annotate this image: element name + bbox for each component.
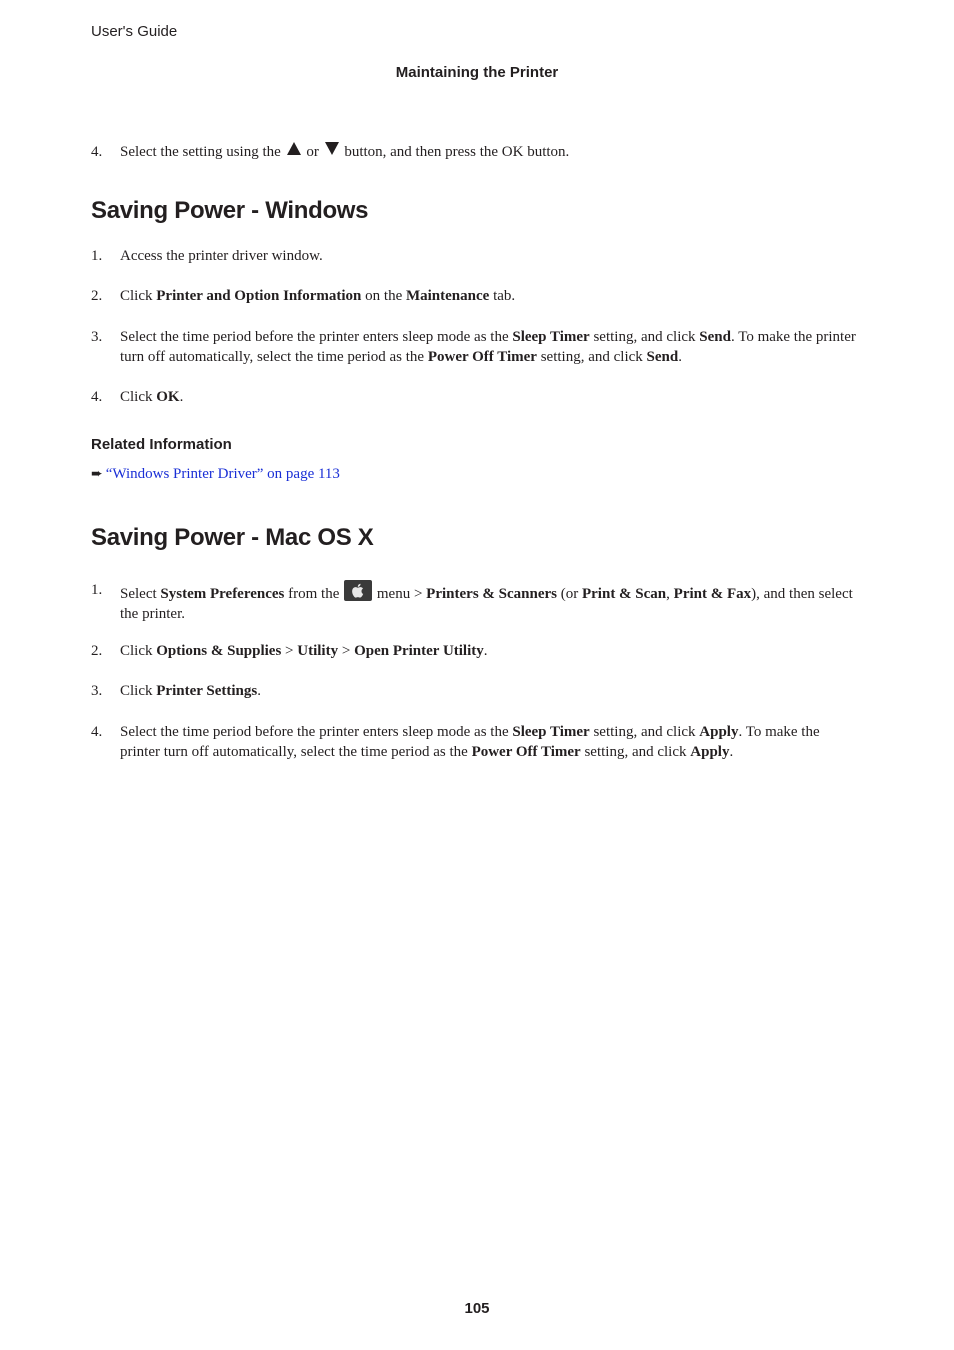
step-number: 2.	[91, 643, 103, 659]
list-item	[91, 327, 861, 367]
step-text: Click Printer and Option Information on the Maintenance tab.	[120, 288, 516, 304]
section-title-mac: Saving Power - Mac OS X	[91, 524, 374, 551]
list-item	[91, 681, 861, 701]
step-text: Select the time period before the printer enters sleep mode as the Sleep Timer setting, and click Apply. To make the printer turn off automatically, select the time period as the Power Off Timer setting, and click Apply.	[120, 724, 820, 760]
step-number: 2.	[91, 288, 103, 304]
list-item	[91, 286, 861, 306]
step-number: 1.	[91, 248, 103, 264]
step-text: Click Options & Supplies > Utility > Open Printer Utility.	[120, 643, 488, 659]
step-number: 4.	[91, 724, 103, 740]
list-item	[91, 722, 861, 762]
list-item	[91, 641, 861, 661]
list-item	[91, 142, 861, 162]
step-number: 3.	[91, 683, 103, 699]
up-triangle-icon	[287, 142, 301, 155]
list-item	[91, 246, 861, 266]
step-text: Select the setting using the or button, and then press the OK button.	[120, 144, 570, 160]
running-header-chapter: Maintaining the Printer	[395, 64, 559, 81]
step-number: 4.	[91, 144, 103, 160]
section-title-windows: Saving Power - Windows	[91, 197, 369, 224]
page-number: 105	[464, 1300, 490, 1317]
step-text: Select the time period before the printer enters sleep mode as the Sleep Timer setting, and click Send. To make the printer turn off automatically, select the time period as the Power Off Timer setting, and click Send.	[120, 329, 856, 365]
step-number: 3.	[91, 329, 103, 345]
list-item	[91, 387, 861, 407]
running-header-guide: User's Guide	[91, 23, 178, 40]
step-text: Click OK.	[120, 389, 184, 405]
windows-printer-driver-link[interactable]: “Windows Printer Driver” on page 113	[105, 466, 340, 482]
list-item	[91, 580, 861, 624]
apple-menu-icon	[344, 580, 372, 601]
down-triangle-icon	[325, 142, 339, 155]
arrow-right-icon: ➨	[91, 467, 103, 482]
step-text: Access the printer driver window.	[120, 248, 323, 264]
related-information-heading: Related Information	[91, 436, 232, 453]
step-text: Select System Preferences from the menu > Printers & Scanners (or Print & Scan, Print & Fax), and then select the printer.	[120, 580, 861, 624]
related-link-row	[91, 464, 340, 485]
step-number: 4.	[91, 389, 103, 405]
step-text: Click Printer Settings.	[120, 683, 261, 699]
step-number: 1.	[91, 582, 103, 598]
